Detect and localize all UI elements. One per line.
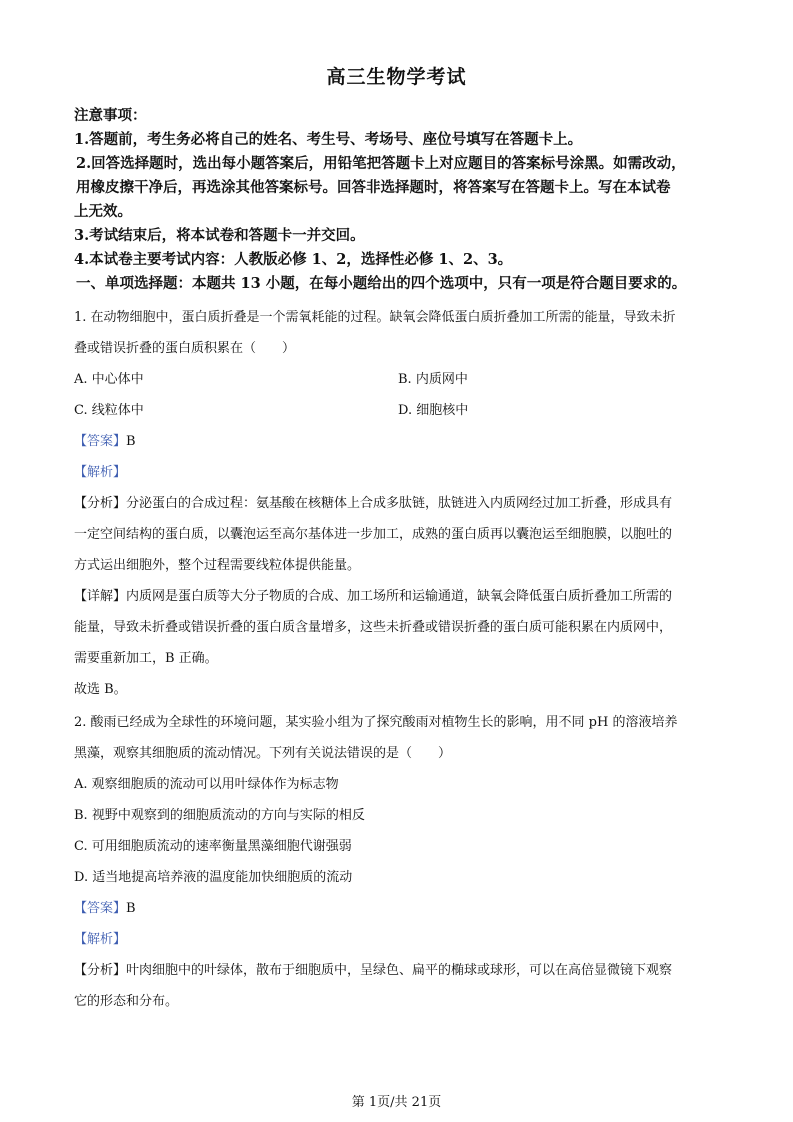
notice-item-2-line-2: 用橡皮擦干净后，再选涂其他答案标号。回答非选择题时，将答案写在答题卡上。写在本试卷	[76, 179, 671, 196]
section-heading: 一、单项选择题：本题共 13 小题，在每小题给出的四个选项中，只有一项是符合题目要求的。	[76, 275, 687, 292]
notice-item-2-line-3: 上无效。	[74, 203, 132, 220]
q1-conclusion: 故选 B。	[74, 682, 127, 697]
q1-answer-tag: 【答案】	[74, 434, 127, 449]
q1-detail-line-1	[74, 581, 672, 612]
q1-analysis-tag: 【解析】	[74, 465, 127, 480]
page-footer: 第 1页/共 21页	[351, 1095, 442, 1110]
q2-answer	[74, 893, 136, 924]
q2-fenxi-tag: 【分析】	[74, 963, 127, 978]
q2-option-c: C. 可用细胞质流动的速率衡量黑藻细胞代谢强弱	[74, 839, 352, 854]
notice-item-1: 1.答题前，考生务必将自己的姓名、考生号、考场号、座位号填写在答题卡上。	[74, 131, 583, 148]
q1-option-a: A. 中心体中	[74, 372, 144, 387]
q1-option-d: D. 细胞核中	[398, 403, 469, 418]
q1-detail-text: 内质网是蛋白质等大分子物质的合成、加工场所和运输通道，缺氧会降低蛋白质折叠加工所需的	[126, 589, 673, 604]
q1-detail-tag: 【详解】	[74, 589, 127, 604]
notice-item-4: 4.本试卷主要考试内容：人教版必修 1、2，选择性必修 1、2、3。	[74, 251, 513, 268]
q2-fenxi-text: 叶肉细胞中的叶绿体，散布于细胞质中，呈绿色、扁平的椭球或球形，可以在高倍显微镜下观察	[126, 963, 673, 978]
exam-title: 高三生物学考试	[326, 66, 467, 88]
q1-fenxi-line-1	[74, 488, 672, 519]
q2-fenxi-line-2: 它的形态和分布。	[74, 994, 179, 1009]
q1-stem-line-1: 1. 在动物细胞中，蛋白质折叠是一个需氧耗能的过程。缺氧会降低蛋白质折叠加工所需的能量，导致未折	[74, 310, 676, 325]
q1-fenxi-line-3: 方式运出细胞外，整个过程需要线粒体提供能量。	[74, 558, 361, 573]
q1-option-c: C. 线粒体中	[74, 403, 144, 418]
q2-fenxi-line-1	[74, 955, 672, 986]
q1-answer-value: B	[126, 434, 136, 449]
q1-detail-line-2: 能量，导致未折叠或错误折叠的蛋白质含量增多，这些未折叠或错误折叠的蛋白质可能积累在内质网中，	[74, 620, 673, 635]
notice-item-2-line-1: 2.回答选择题时，选出每小题答案后，用铅笔把答题卡上对应题目的答案标号涂黑。如需改动，	[76, 155, 686, 172]
q1-fenxi-line-2: 一定空间结构的蛋白质，以囊泡运至高尔基体进一步加工，成熟的蛋白质再以囊泡运至细胞膜，以胞吐的	[74, 527, 673, 542]
q2-stem-line-2: 黑藻，观察其细胞质的流动情况。下列有关说法错误的是（ ）	[74, 746, 452, 761]
q1-fenxi-text: 分泌蛋白的合成过程：氨基酸在核糖体上合成多肽链，肽链进入内质网经过加工折叠，形成具有	[126, 496, 673, 511]
notice-heading: 注意事项：	[74, 107, 147, 124]
q1-stem-line-2: 叠或错误折叠的蛋白质积累在（ ）	[74, 341, 296, 356]
q1-answer	[74, 426, 136, 457]
notice-item-3: 3.考试结束后，将本试卷和答题卡一并交回。	[74, 227, 365, 244]
q2-option-a: A. 观察细胞质的流动可以用叶绿体作为标志物	[74, 777, 339, 792]
q2-answer-value: B	[126, 901, 136, 916]
q2-option-d: D. 适当地提高培养液的温度能加快细胞质的流动	[74, 870, 353, 885]
q1-detail-line-3: 需要重新加工，B 正确。	[74, 651, 218, 666]
q2-option-b: B. 视野中观察到的细胞质流动的方向与实际的相反	[74, 808, 365, 823]
notice-section	[74, 104, 744, 296]
q2-stem-line-1: 2. 酸雨已经成为全球性的环境问题，某实验小组为了探究酸雨对植物生长的影响，用不同 pH 的溶液培养	[74, 715, 678, 730]
q2-answer-tag: 【答案】	[74, 901, 127, 916]
q1-option-b: B. 内质网中	[398, 372, 468, 387]
q1-fenxi-tag: 【分析】	[74, 496, 127, 511]
q2-analysis-tag: 【解析】	[74, 932, 127, 947]
